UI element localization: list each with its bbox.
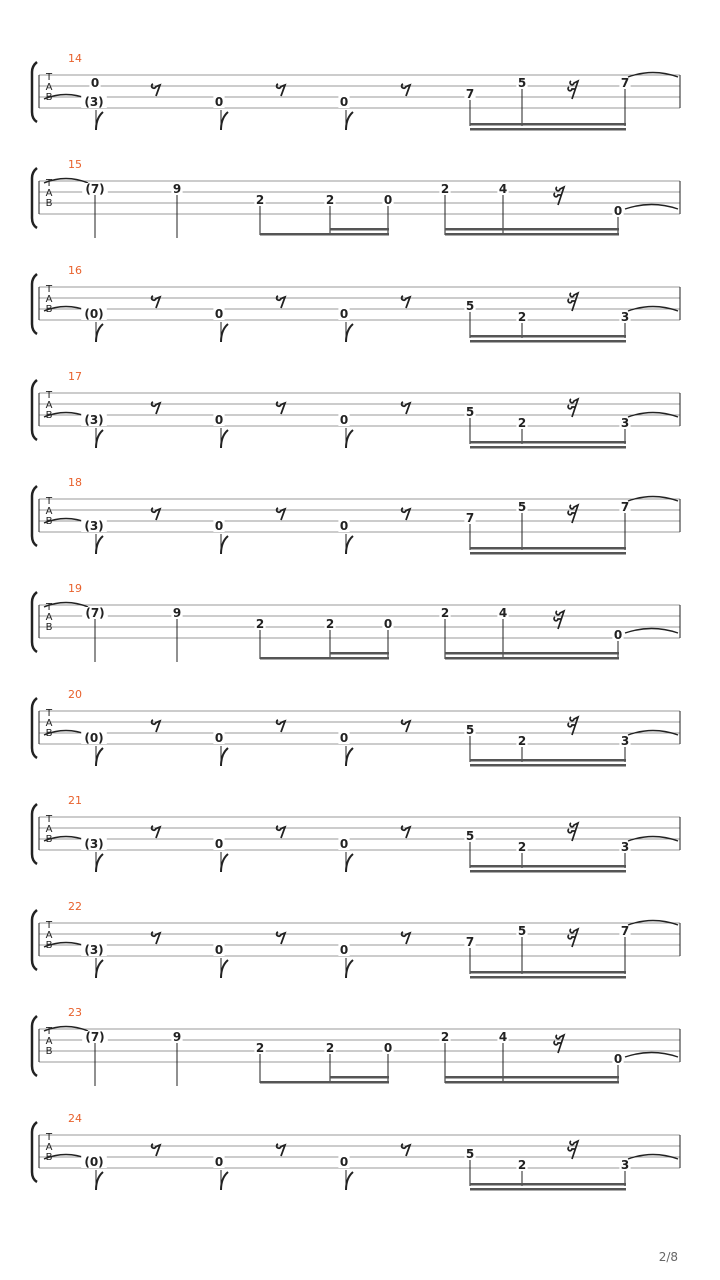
sixteenth-rest — [568, 81, 578, 99]
note-beam — [445, 1076, 619, 1079]
note-flag — [346, 430, 353, 448]
note-beam — [470, 865, 626, 868]
fret-number: 2 — [255, 193, 265, 207]
tab-clef-letter: A — [45, 718, 53, 729]
note-flag — [221, 112, 228, 130]
tab-clef-letter: B — [45, 92, 53, 103]
system-bracket — [32, 168, 37, 228]
sixteenth-rest — [554, 611, 564, 629]
fret-number: 2 — [440, 182, 450, 196]
system-bracket — [32, 62, 37, 122]
note-beam — [330, 652, 389, 655]
tab-clef-letter: B — [45, 834, 53, 845]
note-beam — [330, 228, 389, 231]
note-flag — [221, 748, 228, 766]
fret-number: 2 — [440, 1030, 450, 1044]
fret-number: 3 — [620, 1158, 630, 1172]
fret-number: 0 — [214, 943, 224, 957]
note-beam — [470, 340, 626, 343]
tab-clef-letter: T — [45, 390, 53, 401]
note-beam — [470, 335, 626, 338]
system-bracket — [32, 274, 37, 334]
tab-clef-letter: B — [45, 728, 53, 739]
note-flag — [96, 112, 103, 130]
fret-number: 7 — [465, 935, 475, 949]
note-flag — [96, 748, 103, 766]
note-beam — [260, 657, 389, 660]
fret-number: 2 — [517, 1158, 527, 1172]
tab-clef-letter: T — [45, 1132, 53, 1143]
fret-number: 7 — [620, 924, 630, 938]
tab-clef-letter: T — [45, 708, 53, 719]
tab-clef-letter: A — [45, 506, 53, 517]
tab-clef-letter: A — [45, 1142, 53, 1153]
note-beam — [445, 657, 619, 660]
fret-number: 0 — [214, 519, 224, 533]
system-bracket — [32, 486, 37, 546]
fret-number: 2 — [325, 1041, 335, 1055]
fret-number: 3 — [620, 416, 630, 430]
note-beam — [445, 228, 619, 231]
tab-clef-letter: T — [45, 178, 53, 189]
note-flag — [346, 112, 353, 130]
fret-number: 3 — [620, 310, 630, 324]
fret-number: 0 — [613, 204, 623, 218]
fret-number: 9 — [172, 182, 182, 196]
note-beam — [445, 652, 619, 655]
tie-arc — [625, 629, 678, 634]
fret-number: 0 — [214, 307, 224, 321]
fret-number: (7) — [85, 1030, 105, 1044]
fret-number: 0 — [339, 1155, 349, 1169]
measure-number: 23 — [68, 1006, 82, 1019]
note-beam — [470, 976, 626, 979]
tab-clef-letter: A — [45, 82, 53, 93]
note-flag — [96, 324, 103, 342]
system-bracket — [32, 380, 37, 440]
note-flag — [96, 430, 103, 448]
measure-number: 18 — [68, 476, 82, 489]
fret-number: 0 — [613, 628, 623, 642]
note-flag — [346, 324, 353, 342]
tab-clef-letter: B — [45, 304, 53, 315]
fret-number: 9 — [172, 1030, 182, 1044]
fret-number: 5 — [465, 405, 475, 419]
system-bracket — [32, 698, 37, 758]
fret-number: 0 — [339, 95, 349, 109]
tie-arc — [625, 205, 678, 210]
note-flag — [96, 1172, 103, 1190]
fret-number: 0 — [214, 731, 224, 745]
fret-number: 4 — [498, 182, 508, 196]
note-beam — [470, 1183, 626, 1186]
fret-number: 0 — [383, 617, 393, 631]
tab-clef-letter: T — [45, 496, 53, 507]
note-flag — [346, 854, 353, 872]
fret-number: 0 — [339, 307, 349, 321]
note-beam — [470, 441, 626, 444]
note-flag — [96, 854, 103, 872]
tie-arc — [625, 1053, 678, 1058]
tab-clef-letter: B — [45, 516, 53, 527]
fret-number: 9 — [172, 606, 182, 620]
fret-number: 0 — [214, 1155, 224, 1169]
note-flag — [221, 430, 228, 448]
page-number: 2/8 — [658, 1250, 678, 1264]
measure-number: 21 — [68, 794, 82, 807]
fret-number: 7 — [465, 87, 475, 101]
system-bracket — [32, 804, 37, 864]
note-beam — [470, 1188, 626, 1191]
fret-number: (7) — [85, 182, 105, 196]
system-bracket — [32, 1122, 37, 1182]
note-flag — [221, 1172, 228, 1190]
note-beam — [260, 233, 389, 236]
fret-number: 2 — [325, 193, 335, 207]
note-flag — [346, 536, 353, 554]
note-flag — [221, 854, 228, 872]
tab-clef-letter: T — [45, 1026, 53, 1037]
tab-clef-letter: A — [45, 824, 53, 835]
note-flag — [346, 748, 353, 766]
measure-number: 20 — [68, 688, 82, 701]
sixteenth-rest — [568, 505, 578, 523]
sixteenth-rest — [568, 929, 578, 947]
fret-number: 2 — [517, 416, 527, 430]
system-bracket — [32, 910, 37, 970]
fret-number: (7) — [85, 606, 105, 620]
tab-clef-letter: T — [45, 284, 53, 295]
sixteenth-rest — [554, 1035, 564, 1053]
fret-number: 0 — [339, 943, 349, 957]
fret-number: 4 — [498, 606, 508, 620]
fret-number: 2 — [440, 606, 450, 620]
sixteenth-rest — [554, 187, 564, 205]
fret-number: 3 — [620, 734, 630, 748]
fret-number: 2 — [255, 1041, 265, 1055]
tab-clef-letter: A — [45, 930, 53, 941]
note-flag — [221, 536, 228, 554]
note-flag — [96, 536, 103, 554]
fret-number: (3) — [84, 413, 104, 427]
tab-clef-letter: T — [45, 602, 53, 613]
tab-clef-letter: B — [45, 940, 53, 951]
note-flag — [96, 960, 103, 978]
note-flag — [221, 960, 228, 978]
fret-number: 2 — [517, 840, 527, 854]
fret-number: 0 — [214, 413, 224, 427]
fret-number: 0 — [613, 1052, 623, 1066]
fret-number: (3) — [84, 837, 104, 851]
fret-number: 2 — [255, 617, 265, 631]
note-flag — [346, 960, 353, 978]
fret-number: 5 — [465, 829, 475, 843]
fret-number: 0 — [383, 1041, 393, 1055]
note-beam — [470, 123, 626, 126]
tab-clef-letter: T — [45, 72, 53, 83]
fret-number: (0) — [84, 731, 104, 745]
note-beam — [470, 446, 626, 449]
fret-number: 3 — [620, 840, 630, 854]
note-beam — [470, 552, 626, 555]
measure-number: 24 — [68, 1112, 82, 1125]
note-flag — [221, 324, 228, 342]
fret-number: 7 — [620, 76, 630, 90]
measure-number: 14 — [68, 52, 82, 65]
system-bracket — [32, 1016, 37, 1076]
note-beam — [470, 764, 626, 767]
note-beam — [470, 971, 626, 974]
note-beam — [470, 759, 626, 762]
tab-clef-letter: B — [45, 198, 53, 209]
note-beam — [445, 233, 619, 236]
fret-number: 0 — [339, 519, 349, 533]
sixteenth-rest — [568, 399, 578, 417]
note-beam — [470, 128, 626, 131]
fret-number: 2 — [517, 734, 527, 748]
sixteenth-rest — [568, 823, 578, 841]
fret-number: 7 — [620, 500, 630, 514]
tab-clef-letter: T — [45, 920, 53, 931]
sixteenth-rest — [568, 1141, 578, 1159]
fret-number: 5 — [465, 1147, 475, 1161]
system-bracket — [32, 592, 37, 652]
fret-number: 0 — [90, 76, 100, 90]
tab-clef-letter: B — [45, 622, 53, 633]
fret-number: 5 — [517, 76, 527, 90]
note-beam — [470, 547, 626, 550]
measure-number: 22 — [68, 900, 82, 913]
fret-number: 2 — [517, 310, 527, 324]
tab-clef-letter: A — [45, 612, 53, 623]
sixteenth-rest — [568, 717, 578, 735]
fret-number: 7 — [465, 511, 475, 525]
measure-number: 17 — [68, 370, 82, 383]
fret-number: 5 — [517, 500, 527, 514]
fret-number: (3) — [84, 943, 104, 957]
tab-clef-letter: B — [45, 1046, 53, 1057]
note-beam — [470, 870, 626, 873]
measure-number: 16 — [68, 264, 82, 277]
note-beam — [445, 1081, 619, 1084]
tab-clef-letter: T — [45, 814, 53, 825]
fret-number: 5 — [517, 924, 527, 938]
fret-number: (3) — [84, 519, 104, 533]
sixteenth-rest — [568, 293, 578, 311]
fret-number: 5 — [465, 299, 475, 313]
note-flag — [346, 1172, 353, 1190]
note-beam — [260, 1081, 389, 1084]
tab-clef-letter: B — [45, 410, 53, 421]
fret-number: (0) — [84, 307, 104, 321]
fret-number: 0 — [214, 95, 224, 109]
tab-clef-letter: A — [45, 1036, 53, 1047]
tab-clef-letter: B — [45, 1152, 53, 1163]
fret-number: (0) — [84, 1155, 104, 1169]
measure-number: 15 — [68, 158, 82, 171]
fret-number: (3) — [84, 95, 104, 109]
fret-number: 5 — [465, 723, 475, 737]
fret-number: 0 — [214, 837, 224, 851]
fret-number: 4 — [498, 1030, 508, 1044]
tab-clef-letter: A — [45, 400, 53, 411]
measure-number: 19 — [68, 582, 82, 595]
fret-number: 0 — [339, 731, 349, 745]
fret-number: 0 — [383, 193, 393, 207]
tab-clef-letter: A — [45, 294, 53, 305]
note-beam — [330, 1076, 389, 1079]
fret-number: 0 — [339, 837, 349, 851]
fret-number: 0 — [339, 413, 349, 427]
tab-clef-letter: A — [45, 188, 53, 199]
fret-number: 2 — [325, 617, 335, 631]
